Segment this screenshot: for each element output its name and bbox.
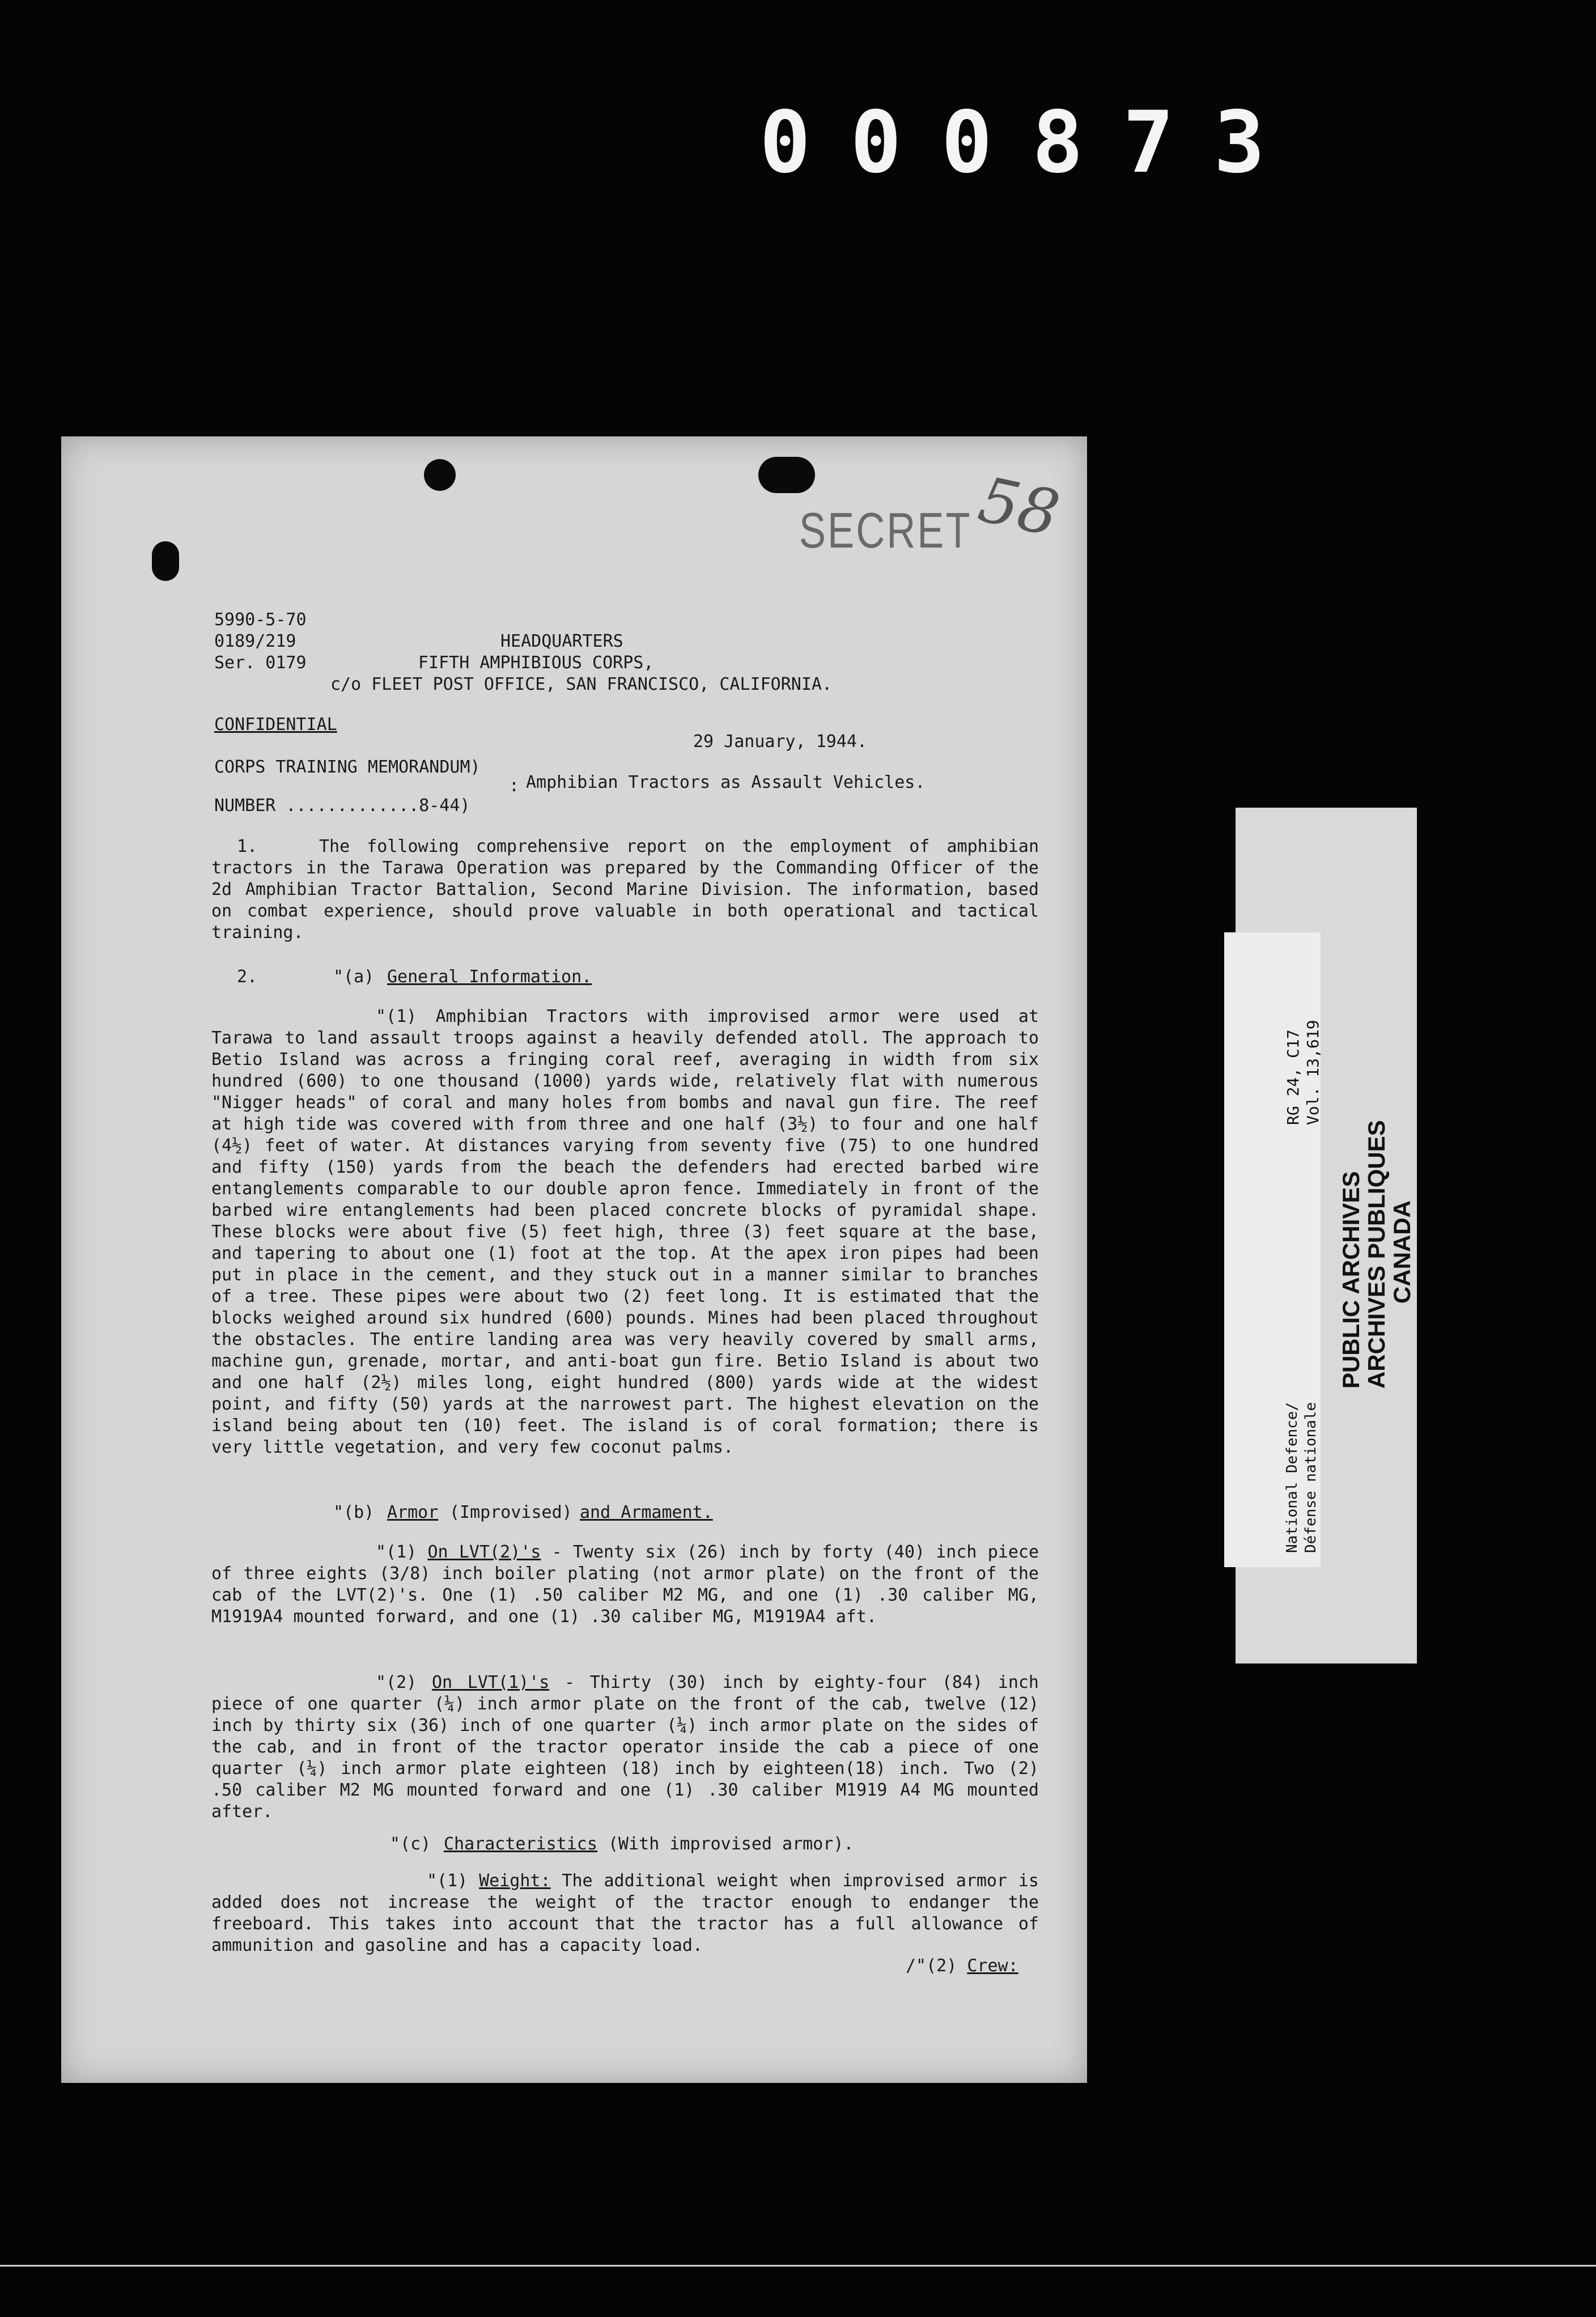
org-heading: FIFTH AMPHIBIOUS CORPS, xyxy=(418,653,654,673)
section-b-prefix: "(b) xyxy=(333,1503,375,1522)
section-b-title: and Armament. xyxy=(580,1503,713,1522)
memo-date: 29 January, 1944. xyxy=(693,732,868,752)
para-label: On LVT(2)'s xyxy=(427,1542,541,1562)
para-number: 1. xyxy=(237,837,258,856)
file-ref: 5990-5-70 xyxy=(214,610,307,630)
section-c-title: Characteristics xyxy=(444,1834,597,1854)
department-name: Défense nationale xyxy=(1302,1402,1319,1553)
punch-hole xyxy=(758,457,815,493)
para-label: Weight: xyxy=(479,1871,551,1891)
memo-designation: CORPS TRAINING MEMORANDUM) xyxy=(214,757,481,777)
punch-hole xyxy=(424,459,456,491)
para-text: The additional weight when improvised armor is added does not increase the weight of the tractor enough to endanger the freeboard. This takes into account that the tractor has a full allowance of ammunition and gasoline and has a capacity load. xyxy=(211,1871,1039,1955)
secret-stamp: SECRET xyxy=(799,502,972,558)
memo-number: NUMBER .............8-44) xyxy=(214,796,470,816)
para-prefix: "(2) xyxy=(376,1673,417,1692)
paragraph-a1: "(1) Amphibian Tractors with improvised armor were used at Tarawa to land assault troops against a heavily defended atoll. The approach to Betio Island was across a fringing coral reef, averaging in width from six hundred (600) to one thousand (1000) yards wide, relatively flat with numerous "Nigger heads" of coral and many holes from bombs and naval gun fire. The reef at high tide was covered with from three and one half (3½) to four and one half (4½) feet of water. At distances varying from seventy five (75) to one hundred and fifty (150) yards from the beach the defenders had erected barbed wire entanglements comparable to our double apron fence. Immediately in front of the barbed wire entanglements had been placed concrete blocks of pyramidal shape. These blocks were about five (5) feet high, three (3) feet square at the base, and tapering to about one (1) foot at the top. At the apex iron pipes had been put in place in the cement, and they stuck out in a manner similar to branches of a tree. These pipes were about two (2) feet long. It is estimated that the blocks weighed around six hundred (600) pounds. Mines had been placed throughout the obstacles. The entire landing area was very heavily covered by small arms, machine gun, grenade, mortar, and anti-boat gun fire. Betio Island is about two and one half (2½) miles long, eight hundred (800) yards wide at the widest point, and fifty (50) yards at the narrowest part. The highest elevation on the island being about ten (10) feet. The island is of coral formation; there is very little vegetation, and very few coconut palms. xyxy=(211,1007,1039,1457)
document-page xyxy=(61,436,1087,2083)
file-ref: 0189/219 xyxy=(214,631,296,651)
punch-hole xyxy=(152,541,179,581)
org-address: c/o FLEET POST OFFICE, SAN FRANCISCO, CALIFORNIA. xyxy=(330,674,833,694)
department-name: National Defence/ xyxy=(1284,1402,1301,1553)
paragraph-b1 xyxy=(211,1542,1039,1628)
film-edge-line xyxy=(0,2265,1596,2267)
archives-name: CANADA xyxy=(1389,1200,1415,1304)
section-a-prefix: "(a) xyxy=(333,967,375,987)
org-heading: HEADQUARTERS xyxy=(500,631,623,651)
classification: CONFIDENTIAL xyxy=(214,715,337,735)
section-a-title: General Information. xyxy=(387,967,592,987)
paragraph-c1 xyxy=(211,1870,1039,1957)
para-prefix: "(1) xyxy=(376,1542,417,1562)
section-b-middle: (Improvised) xyxy=(449,1503,572,1522)
memo-subject: Amphibian Tractors as Assault Vehicles. xyxy=(526,773,926,792)
archive-ref: RG 24, C17 xyxy=(1284,1029,1302,1125)
para-prefix: "(1) xyxy=(427,1871,468,1891)
continuation-marker: /"(2) Crew: xyxy=(906,1956,1018,1976)
paragraph-b2 xyxy=(211,1672,1039,1823)
archive-ref: Vol. 13,619 xyxy=(1304,1020,1322,1125)
paragraph-1: The following comprehensive report on the employment of amphibian tractors in the Tarawa Operation was prepared by the Commanding Officer of the 2d Amphibian Tractor Battalion, Second Marine Division. The information, based on combat experience, should prove valuable in both operational and tactical training. xyxy=(211,837,1039,943)
file-ref: Ser. 0179 xyxy=(214,653,307,673)
handwritten-mark: 58 xyxy=(973,462,1066,551)
para-number: 2. xyxy=(237,967,258,987)
memo-colon: : xyxy=(509,776,520,796)
para-text: - Thirty (30) inch by eighty-four (84) inch piece of one quarter (¼) inch armor plate on the front of the cab, twelve (12) inch by thirty six (36) inch of one quarter (¼) inch armor plate on the sides of the cab, and in front of the tractor operator inside the cab a piece of one quarter (¼) inch armor plate eighteen (18) inch by eighteen(18) inch. Two (2) .50 caliber M2 MG mounted forward and one (1) .30 caliber M1919 A4 MG mounted after. xyxy=(211,1673,1039,1822)
frame-number: 000873 xyxy=(759,94,1305,192)
section-c-suffix: (With improvised armor). xyxy=(608,1834,854,1854)
section-b-title: Armor xyxy=(387,1503,439,1522)
archives-name: ARCHIVES PUBLIQUES xyxy=(1363,1120,1390,1389)
para-text: - Twenty six (26) inch by forty (40) inch piece of three eights (3/8) inch boiler plating (not armor plate) on the front of the cab of the LVT(2)'s. One (1) .50 caliber M2 MG, and one (1) .30 caliber MG, M1919A4 mounted forward, and one (1) .30 caliber MG, M1919A4 aft. xyxy=(211,1542,1039,1627)
section-c-prefix: "(c) xyxy=(390,1834,431,1854)
archives-name: PUBLIC ARCHIVES xyxy=(1338,1171,1364,1389)
para-label: On LVT(1)'s xyxy=(431,1673,550,1692)
